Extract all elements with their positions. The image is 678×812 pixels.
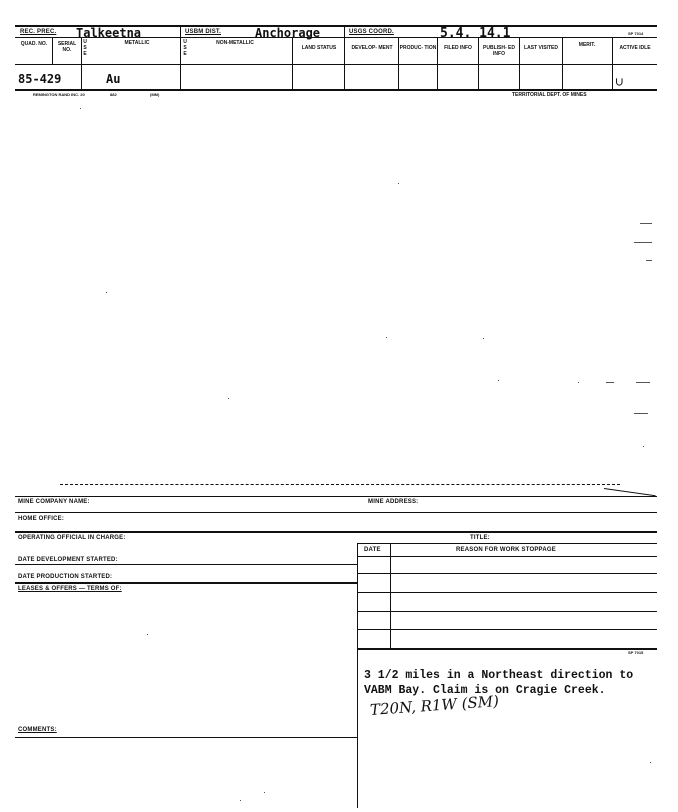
rule-stoppage-top xyxy=(357,543,657,544)
scan-speck xyxy=(498,380,499,381)
mine-address-label: MINE ADDRESS: xyxy=(368,499,419,505)
notes-line-1: 3 1/2 miles in a Northeast direction to xyxy=(364,669,634,682)
printer-text: REMINGTON RAND INC. 20 xyxy=(33,92,85,97)
notes-line-2: VABM Bay. Claim is on Cragie Creek. xyxy=(364,684,606,697)
divider-usbm xyxy=(180,25,181,89)
date-development-label: DATE DEVELOPMENT STARTED: xyxy=(18,557,118,563)
col-use-metallic: U S E xyxy=(83,39,87,57)
scan-speck xyxy=(640,223,652,224)
form-number-bottom: SP 7015 xyxy=(628,650,644,655)
header-row-rule xyxy=(15,64,657,65)
scan-speck xyxy=(646,260,652,261)
divider-stoppage-date xyxy=(390,543,391,648)
scan-speck xyxy=(240,800,241,801)
rule-stoppage-1 xyxy=(357,573,657,574)
col-merit: MERIT. xyxy=(578,42,596,48)
corner-stroke xyxy=(604,488,656,496)
header-bottom-rule xyxy=(15,89,657,91)
rule-date-production xyxy=(15,582,357,584)
col-production: PRODUC- TION xyxy=(399,45,437,51)
usbm-dist-label: USBM DIST. xyxy=(185,29,222,35)
rule-stoppage-4 xyxy=(357,629,657,630)
comments-label: COMMENTS: xyxy=(18,727,57,733)
rule-stoppage-3 xyxy=(357,611,657,612)
scan-speck xyxy=(634,242,652,243)
department-text: TERRITORIAL DEPT. OF MINES xyxy=(512,92,587,98)
col-use-nonmetallic: U S E xyxy=(183,39,187,57)
divider-land xyxy=(292,37,293,89)
printer-code-2: (MM) xyxy=(150,92,160,97)
scan-speck xyxy=(264,792,265,793)
rule-operating xyxy=(15,531,657,533)
divider-lower-column xyxy=(357,543,358,808)
scan-speck xyxy=(650,762,651,763)
divider-usgs xyxy=(344,25,345,89)
rule-comments xyxy=(15,737,357,738)
rec-prec-value: Talkeetna xyxy=(76,26,142,40)
scan-speck xyxy=(636,382,650,383)
lower-top-dashed-rule xyxy=(60,484,620,485)
col-serial: SERIAL NO. xyxy=(57,41,77,53)
scan-speck xyxy=(80,108,81,109)
date-production-label: DATE PRODUCTION STARTED: xyxy=(18,574,113,580)
col-filed-info: FILED INFO xyxy=(444,45,472,51)
mine-company-label: MINE COMPANY NAME: xyxy=(18,499,90,505)
col-last-visited: LAST VISITED xyxy=(524,45,558,51)
col-published-info: PUBLISH- ED INFO xyxy=(483,45,515,57)
rec-prec-label: REC. PREC. xyxy=(20,29,57,35)
usbm-dist-value: Anchorage xyxy=(255,26,321,40)
rule-stoppage-header xyxy=(357,556,657,557)
divider-merit xyxy=(562,37,563,89)
home-office-label: HOME OFFICE: xyxy=(18,516,65,522)
title-label: TITLE: xyxy=(470,535,490,541)
col-land-status: LAND STATUS xyxy=(301,45,337,51)
col-development: DEVELOP- MENT xyxy=(351,45,393,51)
printer-code: 882 xyxy=(110,92,117,97)
scan-speck xyxy=(578,382,579,383)
record-quad-serial: 85-429 xyxy=(18,72,62,86)
col-metallic: METALLIC xyxy=(124,40,150,46)
scan-speck xyxy=(386,337,387,338)
operating-official-label: OPERATING OFFICIAL IN CHARGE: xyxy=(18,535,126,541)
col-quad: QUAD. NO. xyxy=(20,41,48,47)
record-active-idle-mark: ⊃ xyxy=(611,77,628,87)
form-number-top: SP 7014 xyxy=(628,31,644,36)
stoppage-reason-label: REASON FOR WORK STOPPAGE xyxy=(456,547,556,553)
rule-mine-company xyxy=(15,496,657,497)
scan-speck xyxy=(483,338,484,339)
rule-home-office xyxy=(15,512,657,513)
rule-date-development xyxy=(15,564,357,565)
scan-speck xyxy=(606,382,614,383)
scan-speck xyxy=(147,634,148,635)
scan-speck xyxy=(106,292,107,293)
col-active-idle: ACTIVE IDLE xyxy=(619,45,651,51)
rule-stoppage-2 xyxy=(357,592,657,593)
record-metallic: Au xyxy=(106,72,121,86)
col-non-metallic: NON-METALLIC xyxy=(216,40,254,46)
leases-offers-label: LEASES & OFFERS — TERMS OF: xyxy=(18,586,122,592)
stoppage-date-label: DATE xyxy=(364,547,381,553)
handwritten-note: T20N, R1W (SM) xyxy=(369,692,500,719)
usgs-coord-label: USGS COORD. xyxy=(349,29,394,35)
rule-stoppage-bottom xyxy=(357,648,657,650)
usgs-coord-value: 5.4. 14.1 xyxy=(440,26,511,41)
scan-speck xyxy=(228,398,229,399)
scan-speck xyxy=(398,183,399,184)
scan-speck xyxy=(634,413,648,414)
scan-speck xyxy=(643,446,644,447)
